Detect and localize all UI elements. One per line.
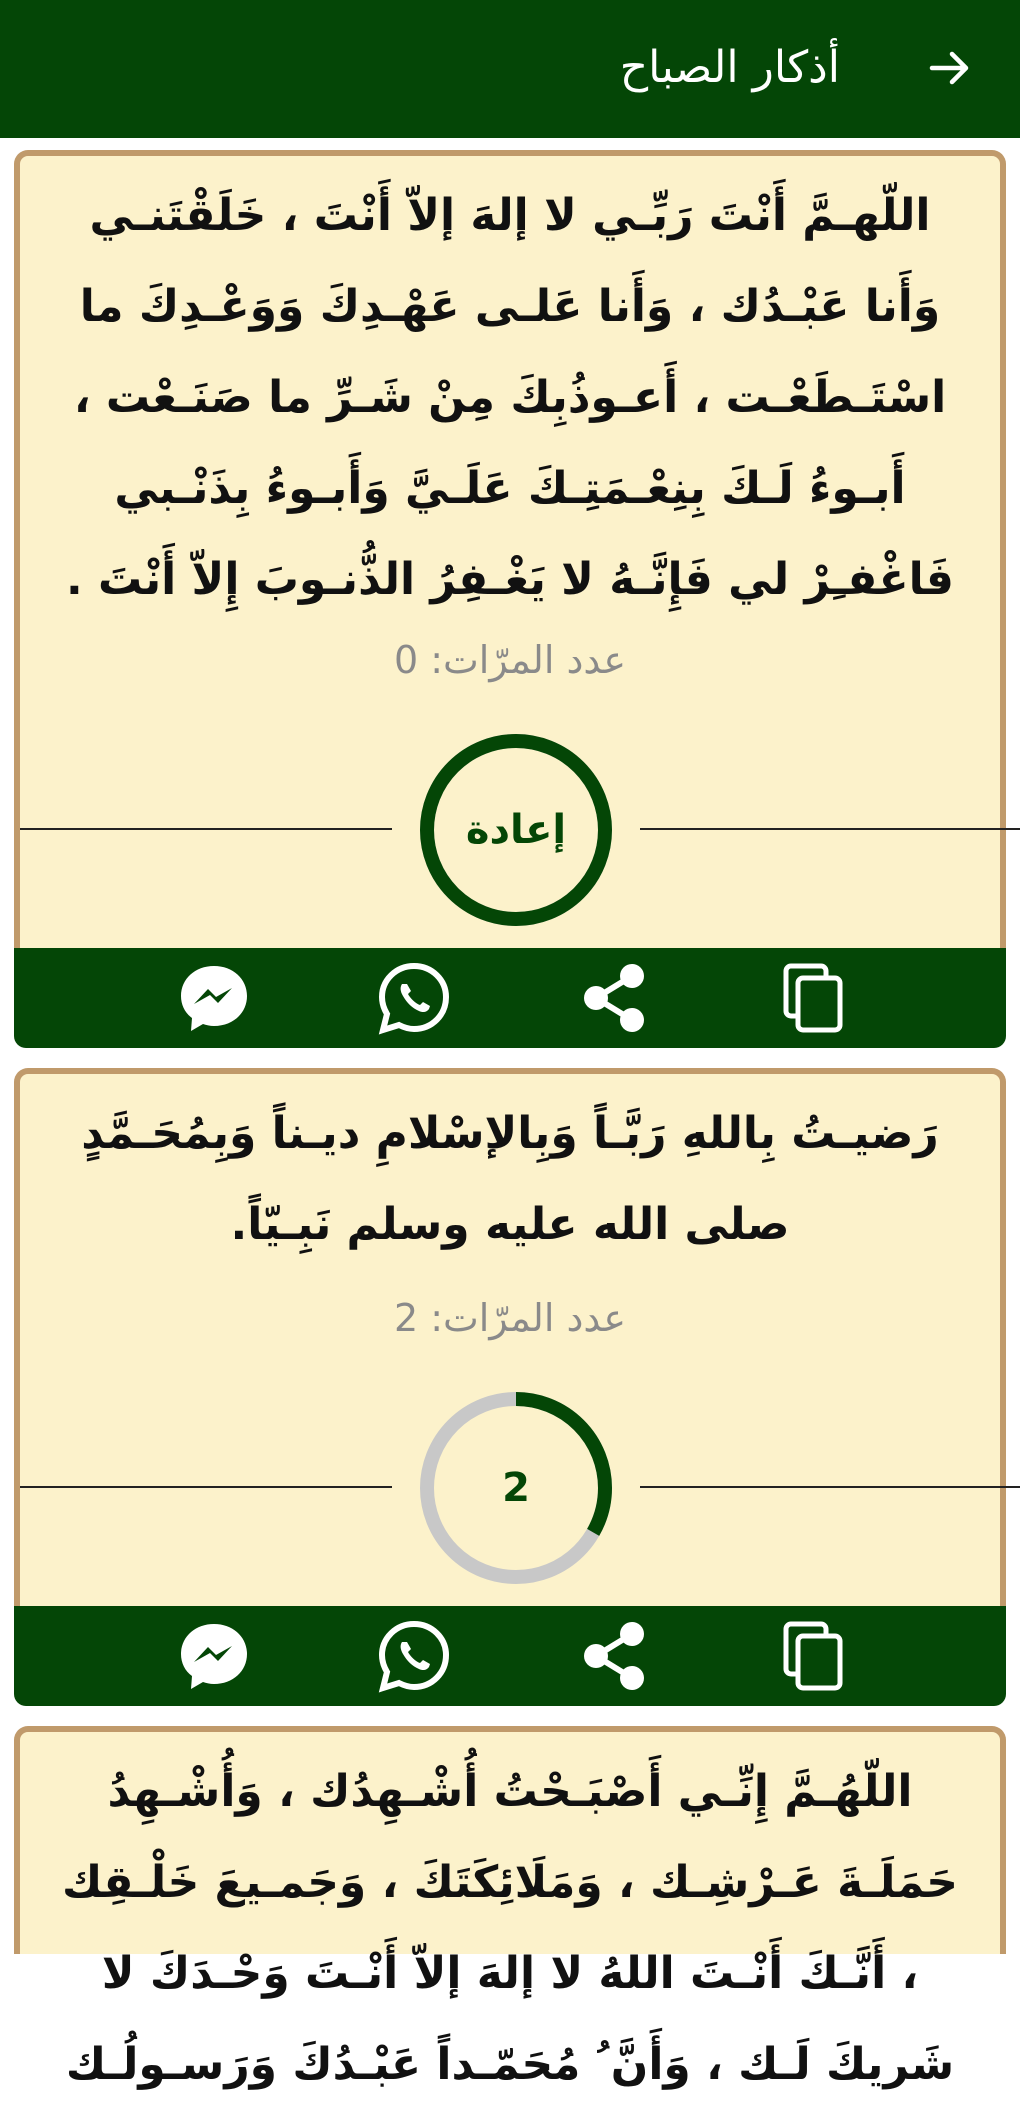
share-icon	[574, 958, 654, 1038]
back-button[interactable]	[920, 38, 980, 98]
repeat-count-value: 2	[393, 1296, 419, 1340]
whatsapp-icon	[374, 958, 454, 1038]
arrow-right-icon	[926, 44, 974, 92]
card-actions-2	[14, 1606, 1006, 1706]
page-title: أذكار الصباح	[619, 42, 840, 93]
divider-right	[640, 828, 1020, 830]
dhikr-text: اللّهُـمَّ إِنِّـي أَصْبَـحْتُ أُشْـهِدُك ، وَأُشْـهِدُ حَمَلَـةَ عَـرْشِـك ، وَمَلَائِكَتَكَ ، وَجَمـيعَ خَلْـقِك ، أَنَّـكَ أَنْـتَ اللهُ لا إلهَ إلاّ أَنْـتَ وَحْـدَكَ لا شَريكَ لَـك ، وَأَنَّ ُ مُحَمّـداً عَبْـدُكَ وَرَسـولُـك	[62, 1766, 958, 2090]
dhikr-text: رَضيـتُ بِاللهِ رَبَّـاً وَبِالإسْلامِ ديـناً وَبِمُحَـمَّدٍ صلى الله عليه وسلم نَبِـيّاً.	[81, 1108, 939, 1250]
counter-button[interactable]	[416, 1388, 616, 1588]
counter-button[interactable]	[416, 730, 616, 930]
share-button[interactable]	[564, 1606, 664, 1706]
repeat-count-value: 0	[393, 638, 419, 682]
divider-left	[20, 828, 392, 830]
whatsapp-button[interactable]	[364, 948, 464, 1048]
divider-right	[640, 1486, 1020, 1488]
repeat-count-label: عدد المرّات:	[430, 1296, 627, 1340]
share-button[interactable]	[564, 948, 664, 1048]
copy-icon	[774, 958, 854, 1038]
whatsapp-button[interactable]	[364, 1606, 464, 1706]
repeat-count	[20, 638, 1000, 682]
messenger-icon	[174, 1616, 254, 1696]
repeat-count-label: عدد المرّات:	[430, 638, 627, 682]
app-bar	[0, 0, 1020, 138]
dhikr-card-2	[14, 1068, 1006, 1606]
dhikr-card-1	[14, 150, 1006, 948]
dhikr-card-3	[14, 1726, 1006, 2090]
counter-button-label: 2	[502, 1465, 530, 1511]
counter-button-label: إعادة	[465, 807, 567, 853]
share-icon	[574, 1616, 654, 1696]
messenger-button[interactable]	[164, 1606, 264, 1706]
card-actions-1	[14, 948, 1006, 1048]
divider-left	[20, 1486, 392, 1488]
copy-icon	[774, 1616, 854, 1696]
whatsapp-icon	[374, 1616, 454, 1696]
messenger-icon	[174, 958, 254, 1038]
copy-button[interactable]	[764, 948, 864, 1048]
repeat-count	[20, 1296, 1000, 1340]
dhikr-text: اللّهـمَّ أَنْتَ رَبِّـي لا إلهَ إلاّ أَنْتَ ، خَلَقْتَنـي وَأَنا عَبْـدُك ، وَأَنا عَلـى عَهْـدِكَ وَوَعْـدِكَ ما اسْتَـطَعْـت ، أَعـوذُبِكَ مِنْ شَـرِّ ما صَنَـعْت ، أَبـوءُ لَـكَ بِنِعْـمَتِـكَ عَلَـيَّ وَأَبـوءُ بِذَنْـبي فَاغْفـِرْ لي فَإِنَّـهُ لا يَغْـفِرُ الذُّنـوبَ إِلاّ أَنْتَ .	[66, 190, 954, 605]
messenger-button[interactable]	[164, 948, 264, 1048]
copy-button[interactable]	[764, 1606, 864, 1706]
